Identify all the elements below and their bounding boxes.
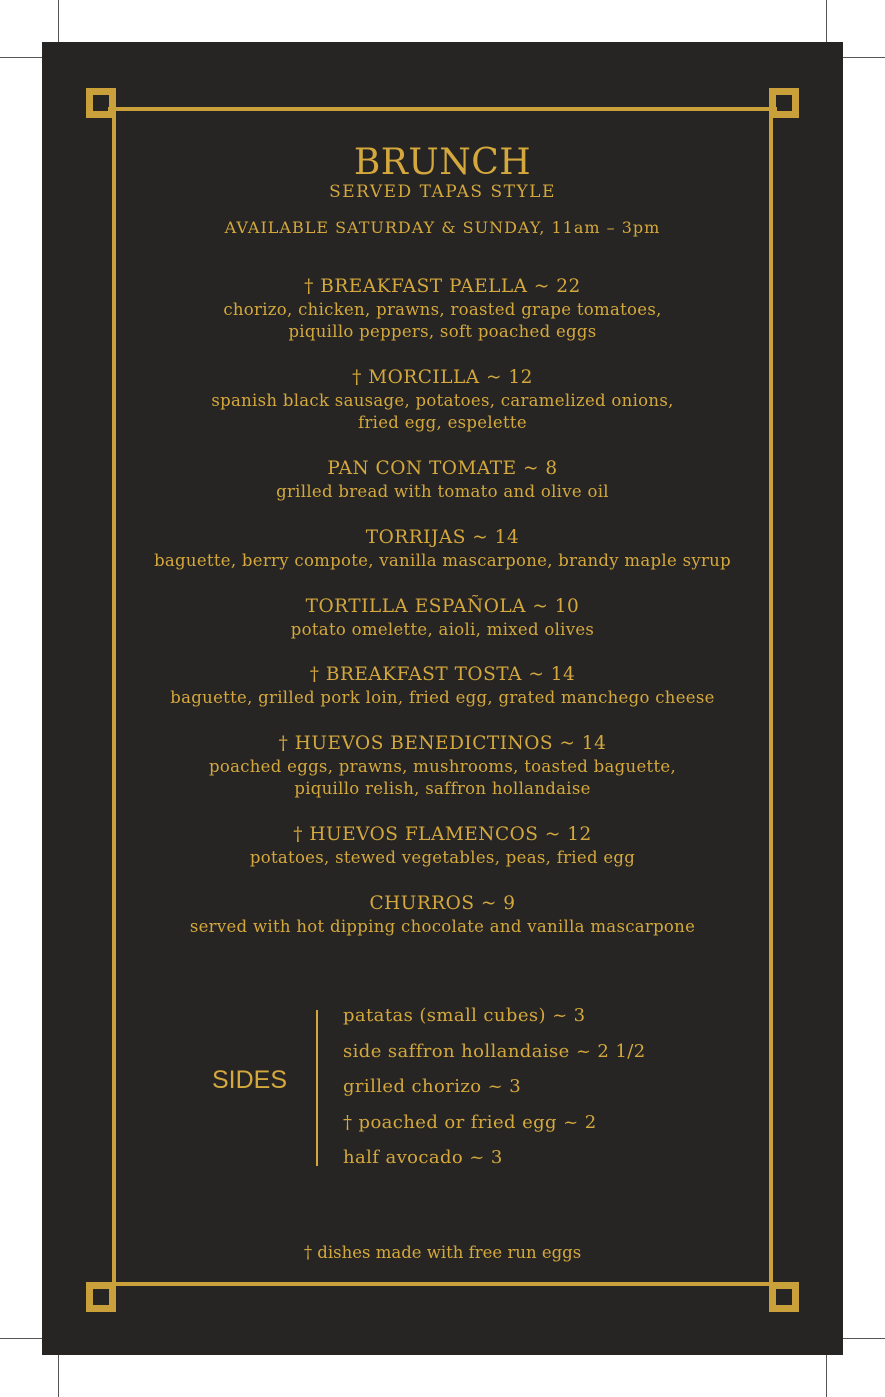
side-item: † poached or fried egg ~ 2 — [343, 1112, 597, 1133]
dish-description: potatoes, stewed vegetables, peas, fried egg — [249, 848, 636, 867]
dish-description: spanish black sausage, potatoes, caramelized onions, — [211, 391, 674, 410]
dish-description: baguette, berry compote, vanilla mascarpone, brandy maple syrup — [154, 551, 731, 570]
frame-corner — [86, 1282, 116, 1312]
side-item: grilled chorizo ~ 3 — [343, 1076, 522, 1097]
sides-heading: SIDES — [212, 1066, 288, 1094]
dish-name: PAN CON TOMATE ~ 8 — [327, 458, 558, 479]
frame-corner — [769, 88, 799, 118]
frame-corner — [86, 88, 116, 118]
crop-mark — [0, 1338, 48, 1339]
side-item: patatas (small cubes) ~ 3 — [343, 1005, 586, 1026]
frame-top — [108, 107, 777, 111]
side-item: half avocado ~ 3 — [343, 1147, 503, 1168]
menu-title: BRUNCH — [353, 142, 532, 183]
footnote: † dishes made with free run eggs — [303, 1243, 582, 1262]
side-item: side saffron hollandaise ~ 2 1/2 — [343, 1041, 646, 1062]
dish-description: piquillo relish, saffron hollandaise — [294, 779, 591, 798]
dish-description: fried egg, espelette — [358, 413, 527, 432]
crop-mark — [58, 1349, 59, 1397]
availability: AVAILABLE SATURDAY & SUNDAY, 11am – 3pm — [224, 218, 661, 237]
frame-bottom — [108, 1282, 777, 1286]
frame-corner — [769, 1282, 799, 1312]
dish-name: † BREAKFAST TOSTA ~ 14 — [309, 664, 576, 685]
dish-name: CHURROS ~ 9 — [369, 893, 516, 914]
dish-name: TORRIJAS ~ 14 — [365, 527, 520, 548]
dish-description: baguette, grilled pork loin, fried egg, grated manchego cheese — [170, 688, 715, 707]
dish-description: potato omelette, aioli, mixed olives — [290, 620, 595, 639]
crop-mark — [837, 57, 885, 58]
sides-divider — [316, 1010, 318, 1166]
dish-name: † MORCILLA ~ 12 — [352, 367, 533, 388]
menu-subtitle: SERVED TAPAS STYLE — [329, 182, 556, 202]
dish-description: piquillo peppers, soft poached eggs — [288, 322, 597, 341]
crop-mark — [826, 0, 827, 48]
crop-mark — [826, 1349, 827, 1397]
dish-name: † BREAKFAST PAELLA ~ 22 — [304, 276, 581, 297]
dish-name: † HUEVOS FLAMENCOS ~ 12 — [293, 824, 592, 845]
dish-description: grilled bread with tomato and olive oil — [276, 482, 609, 501]
crop-mark — [837, 1338, 885, 1339]
dish-name: TORTILLA ESPAÑOLA ~ 10 — [305, 596, 580, 617]
dish-name: † HUEVOS BENEDICTINOS ~ 14 — [278, 733, 607, 754]
dish-description: chorizo, chicken, prawns, roasted grape tomatoes, — [223, 300, 662, 319]
crop-mark — [0, 57, 48, 58]
crop-mark — [58, 0, 59, 48]
menu-card — [42, 42, 843, 1355]
dish-description: served with hot dipping chocolate and vanilla mascarpone — [189, 917, 696, 936]
dish-description: poached eggs, prawns, mushrooms, toasted baguette, — [208, 757, 677, 776]
